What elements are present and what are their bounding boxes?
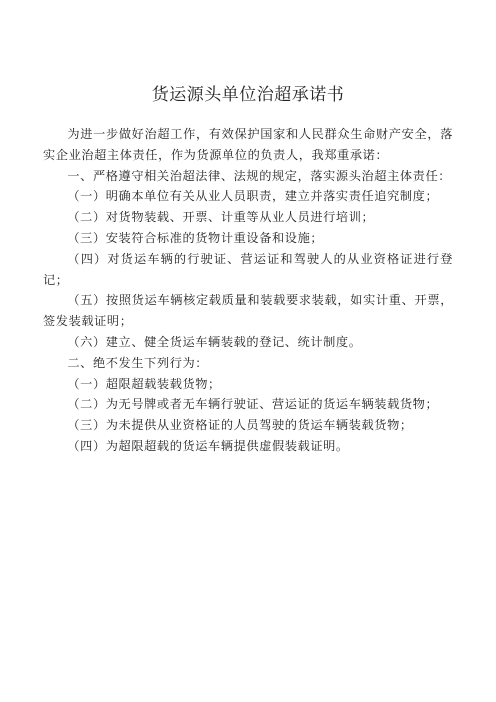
paragraph-item-1-6: （六）建立、健全货运车辆装载的登记、统计制度。 <box>67 334 362 349</box>
document-title: 货运源头单位治超承诺书 <box>151 85 345 105</box>
document-body <box>43 124 453 457</box>
paragraph-item-1-2: （二）对货物装载、开票、计重等从业人员进行培训； <box>67 210 375 225</box>
paragraph-intro: 为进一步做好治超工作，有效保护国家和人民群众生命财产安全，落实企业治超主体责任，作为货源单位的负责人，我郑重承诺： <box>43 127 453 162</box>
paragraph-item-2-2: （二）为无号牌或者无车辆行驶证、营运证的货运车辆装载货物； <box>67 397 439 412</box>
paragraph-section-2: 二、绝不发生下列行为： <box>67 355 209 370</box>
paragraph-item-2-4: （四）为超限超载的货运车辆提供虚假装载证明。 <box>67 438 349 453</box>
paragraph-item-1-1: （一）明确本单位有关从业人员职责，建立并落实责任追究制度； <box>67 189 439 204</box>
paragraph-item-2-3: （三）为未提供从业资格证的人员驾驶的货运车辆装载货物； <box>67 418 413 433</box>
paragraph-item-1-3: （三）安装符合标准的货物计重设备和设施； <box>67 230 324 245</box>
paragraph-section-1: 一、严格遵守相关治超法律、法规的规定，落实源头治超主体责任： <box>67 168 452 183</box>
paragraph-item-2-1: （一）超限超载装载货物； <box>67 376 221 391</box>
paragraph-item-1-4: （四）对货运车辆的行驶证、营运证和驾驶人的从业资格证进行登记； <box>43 251 453 287</box>
paragraph-item-1-5: （五）按照货运车辆核定载质量和装载要求装载，如实计重、开票，签发装载证明； <box>43 293 453 329</box>
